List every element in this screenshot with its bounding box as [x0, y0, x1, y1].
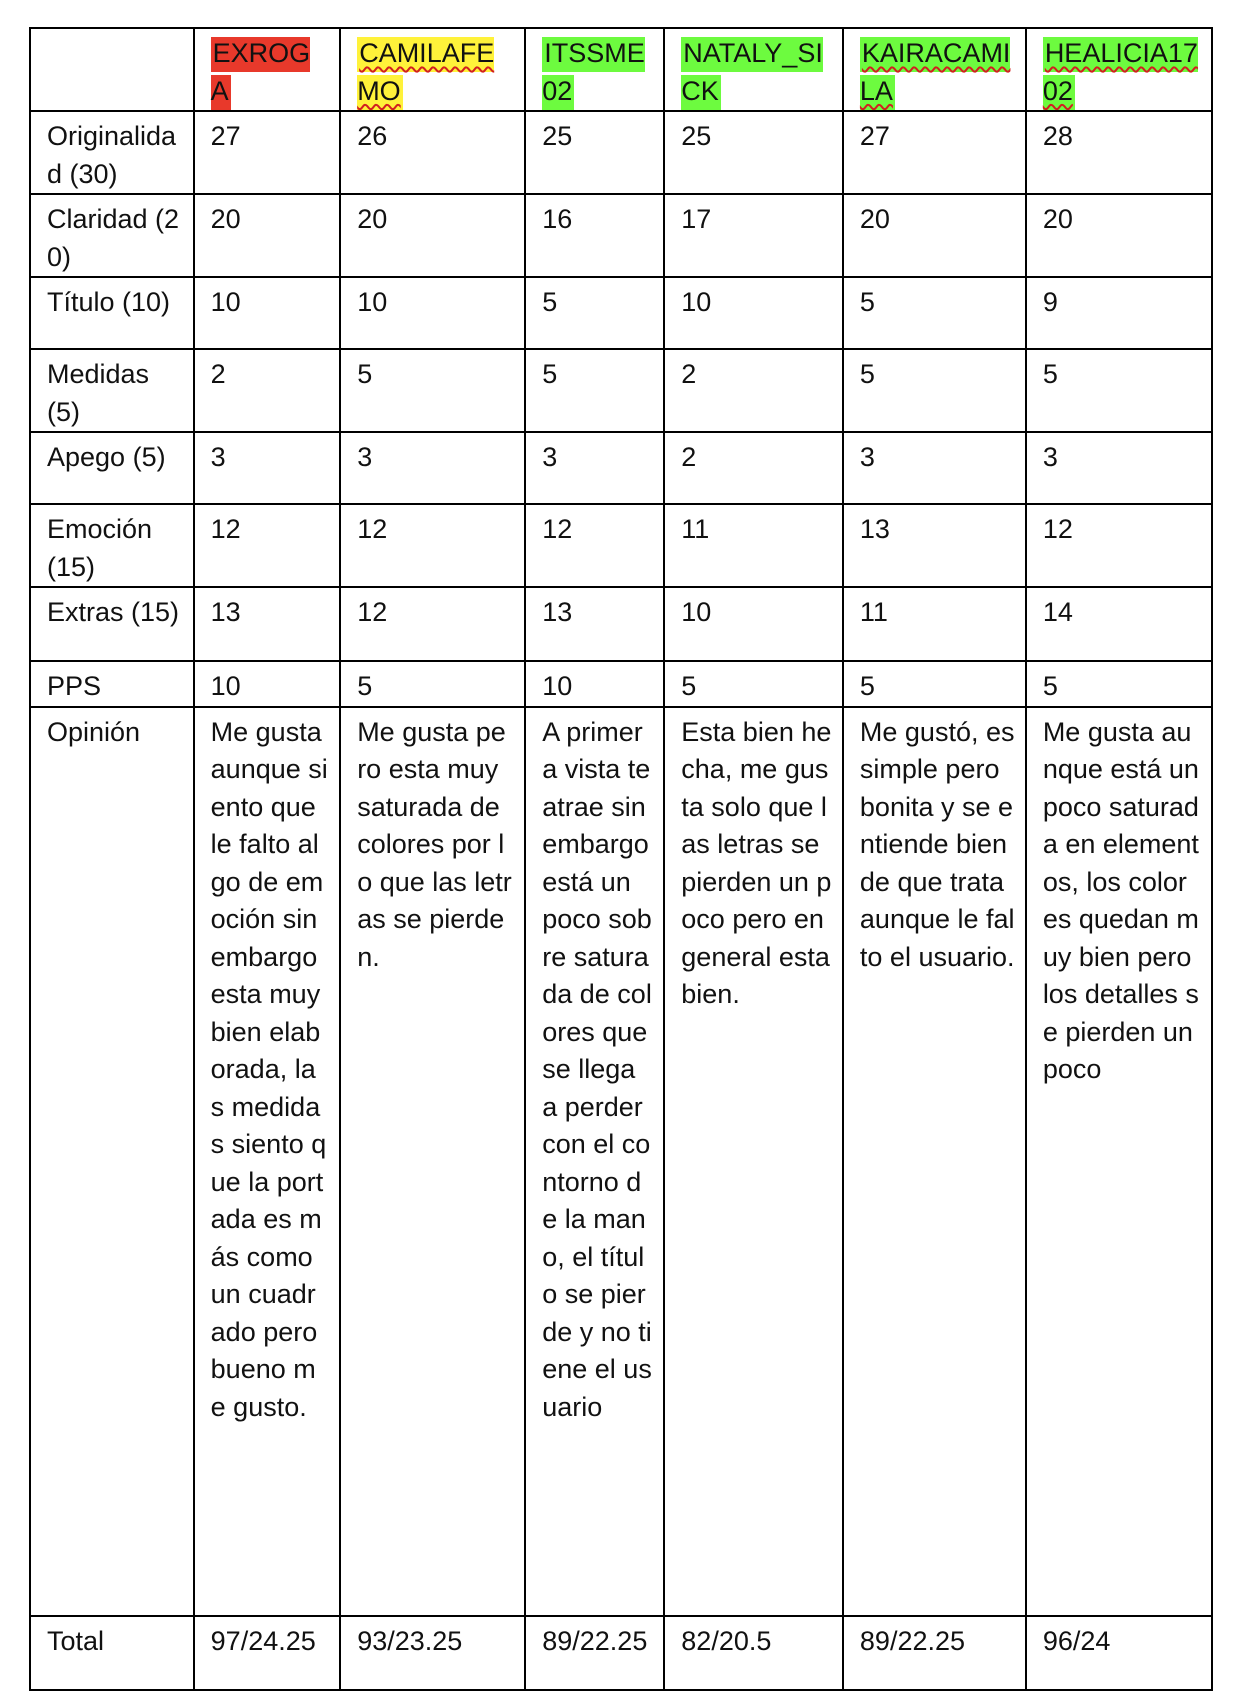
evaluation-table [29, 27, 1213, 1691]
score-cell: 9 [1026, 277, 1212, 349]
participant-cell [843, 28, 1026, 111]
score-cell: 10 [664, 277, 843, 349]
score-cell: 25 [664, 111, 843, 194]
score-cell: 5 [1026, 661, 1212, 707]
score-cell: 12 [525, 504, 664, 587]
score-cell: 27 [194, 111, 341, 194]
score-cell: 3 [525, 432, 664, 504]
score-cell: 5 [664, 661, 843, 707]
participant-name: EXROGA [211, 37, 311, 110]
opinion-cell: A primera vista te atrae sin embargo está un poco sobre saturada de colores que se llega a perder con el contorno de la mano, el título se pierde y no tiene el usuario [525, 707, 664, 1616]
score-cell: 12 [340, 587, 525, 661]
total-cell: 89/22.25 [525, 1616, 664, 1690]
score-cell: 10 [340, 277, 525, 349]
score-cell: 5 [340, 661, 525, 707]
score-cell: 12 [194, 504, 341, 587]
participant-cell [525, 28, 664, 111]
total-cell: 82/20.5 [664, 1616, 843, 1690]
criterion-label: Apego (5) [30, 432, 194, 504]
criterion-label: Título (10) [30, 277, 194, 349]
score-cell: 10 [194, 277, 341, 349]
score-cell: 5 [525, 277, 664, 349]
opinion-cell: Me gusta aunque siento que le falto algo de emoción sin embargo esta muy bien elaborada, las medidas siento que la portada es más como un cuadrado pero bueno me gusto. [194, 707, 341, 1616]
score-cell: 3 [1026, 432, 1212, 504]
total-cell: 97/24.25 [194, 1616, 341, 1690]
score-cell: 26 [340, 111, 525, 194]
opinion-cell: Me gusta pero esta muy saturada de colores por lo que las letras se pierden. [340, 707, 525, 1616]
table-row [30, 661, 1212, 707]
participant-name: NATALY_SICK [681, 37, 823, 110]
criterion-label: Total [30, 1616, 194, 1690]
score-cell: 5 [843, 277, 1026, 349]
total-cell: 89/22.25 [843, 1616, 1026, 1690]
criterion-label: Medidas (5) [30, 349, 194, 432]
score-cell: 5 [340, 349, 525, 432]
score-cell: 12 [340, 504, 525, 587]
criterion-label: Originalidad (30) [30, 111, 194, 194]
score-cell: 2 [194, 349, 341, 432]
table-row [30, 111, 1212, 194]
table-row [30, 277, 1212, 349]
score-cell: 10 [525, 661, 664, 707]
score-cell: 11 [664, 504, 843, 587]
table-row [30, 587, 1212, 661]
score-cell: 3 [340, 432, 525, 504]
score-cell: 17 [664, 194, 843, 277]
score-cell: 13 [194, 587, 341, 661]
table-row [30, 707, 1212, 1616]
participant-name: ITSSME02 [542, 37, 645, 110]
score-cell: 3 [194, 432, 341, 504]
score-cell: 2 [664, 432, 843, 504]
score-cell: 10 [664, 587, 843, 661]
criterion-label: Extras (15) [30, 587, 194, 661]
score-cell: 3 [843, 432, 1026, 504]
score-cell: 28 [1026, 111, 1212, 194]
score-cell: 20 [1026, 194, 1212, 277]
total-cell: 96/24 [1026, 1616, 1212, 1690]
participant-name: HEALICIA1702 [1043, 37, 1198, 110]
score-cell: 5 [1026, 349, 1212, 432]
criterion-label: PPS [30, 661, 194, 707]
score-cell: 5 [843, 661, 1026, 707]
score-cell: 13 [843, 504, 1026, 587]
participant-cell [664, 28, 843, 111]
participant-cell [194, 28, 341, 111]
table-row [30, 432, 1212, 504]
score-cell: 10 [194, 661, 341, 707]
score-cell: 2 [664, 349, 843, 432]
score-cell: 16 [525, 194, 664, 277]
score-cell: 27 [843, 111, 1026, 194]
score-cell: 13 [525, 587, 664, 661]
opinion-cell: Me gusta aunque está un poco saturada en elementos, los colores quedan muy bien pero los detalles se pierden un poco [1026, 707, 1212, 1616]
score-cell: 25 [525, 111, 664, 194]
participant-name: KAIRACAMILA [860, 37, 1011, 110]
score-cell: 5 [525, 349, 664, 432]
header-row [30, 28, 1212, 111]
criterion-label: Opinión [30, 707, 194, 1616]
score-cell: 20 [194, 194, 341, 277]
table-row [30, 504, 1212, 587]
total-cell: 93/23.25 [340, 1616, 525, 1690]
score-cell: 11 [843, 587, 1026, 661]
score-cell: 14 [1026, 587, 1212, 661]
participant-name: CAMILAFEMO [357, 37, 494, 110]
table-row [30, 349, 1212, 432]
score-cell: 20 [340, 194, 525, 277]
table-row [30, 194, 1212, 277]
score-cell: 5 [843, 349, 1026, 432]
score-cell: 12 [1026, 504, 1212, 587]
score-cell: 20 [843, 194, 1026, 277]
opinion-cell: Me gustó, es simple pero bonita y se entiende bien de que trata aunque le falto el usuario. [843, 707, 1026, 1616]
criterion-label: Emoción (15) [30, 504, 194, 587]
criterion-label: Claridad (20) [30, 194, 194, 277]
opinion-cell: Esta bien hecha, me gusta solo que las letras se pierden un poco pero en general esta bien. [664, 707, 843, 1616]
participant-cell [340, 28, 525, 111]
header-corner-cell [30, 28, 194, 111]
table-row [30, 1616, 1212, 1690]
participant-cell [1026, 28, 1212, 111]
